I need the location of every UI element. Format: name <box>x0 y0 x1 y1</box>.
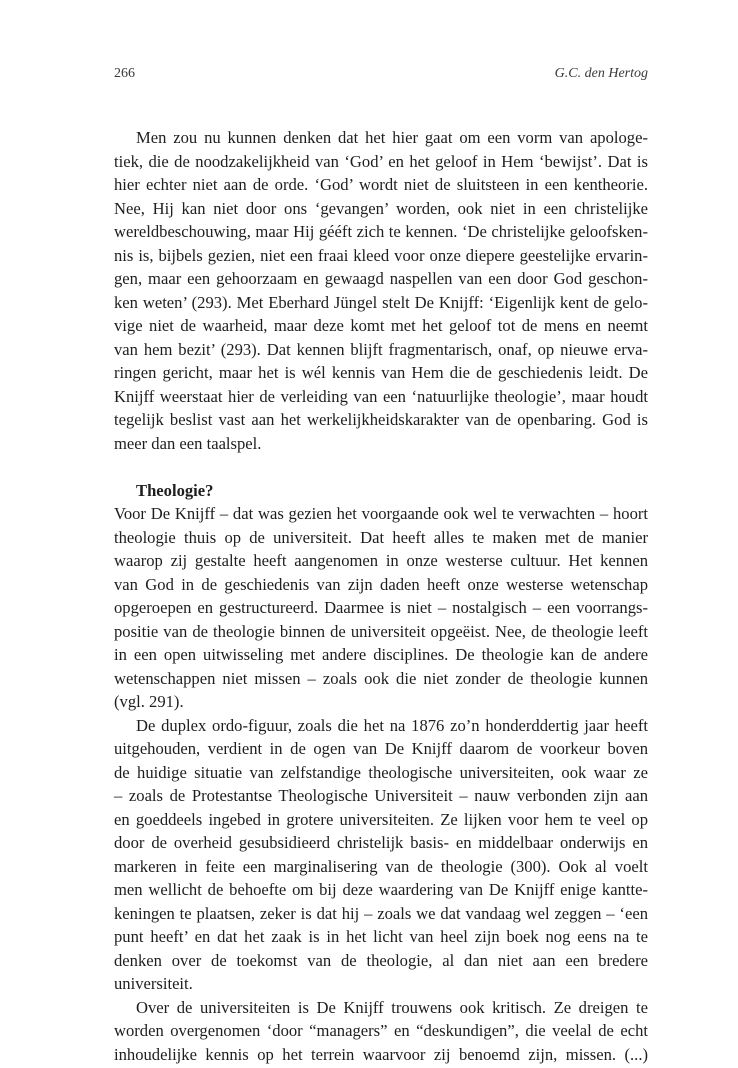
paragraph-3 <box>114 714 648 996</box>
text-line: ringen gericht, maar het is wél kennis van Hem die de geschiedenis leidt. De <box>114 363 648 382</box>
text-line: meer dan een taalspel. <box>114 433 262 453</box>
page-number: 266 <box>114 66 135 81</box>
text-line: theologie thuis op de universiteit. Dat heeft alles te maken met de manier <box>114 527 648 547</box>
text-line: – zoals de Protestantse Theologische Universiteit – nauw verbonden zijn aan <box>114 786 648 805</box>
text-line: (vgl. 291). <box>114 692 184 711</box>
text-line: universiteit. <box>114 974 193 993</box>
section-heading: Theologie? <box>136 480 214 500</box>
text-line: Knijff weerstaat hier de verleiding van een ‘natuurlijke theologie’, maar houdt <box>114 386 648 406</box>
text-line: Men zou nu kunnen denken dat het hier gaat om een vorm van apologe- <box>136 128 648 147</box>
paragraph-1 <box>114 126 648 455</box>
text-line: keningen te plaatsen, zeker is dat hij – zoals we dat vandaag wel zeggen – ‘een <box>114 903 648 923</box>
text-line: markeren in feite een marginalisering van de theologie (300). Ook al voelt <box>114 856 648 876</box>
paragraph-gap <box>114 455 648 479</box>
text-line: en goeddeels ingebed in grotere universiteiten. Ze lijken voor hem te veel op <box>114 809 648 829</box>
text-line: inhoudelijke kennis op het terrein waarvoor zij benoemd zijn, missen. (...) <box>114 1044 648 1064</box>
text-line: gen, maar een gehoorzaam en gewaagd naspellen van een door God geschon- <box>114 269 648 288</box>
text-line: wetenschappen niet missen – zoals ook die niet zonder de theologie kunnen <box>114 668 648 688</box>
text-line: men wellicht de behoefte om bij deze waardering van De Knijff enige kantte- <box>114 880 648 899</box>
text-line: De duplex ordo-figuur, zoals die het na 1876 zo’n honderddertig jaar heeft <box>136 715 648 735</box>
text-line: hier echter niet aan de orde. ‘God’ wordt niet de sluitsteen in een kentheorie. <box>114 175 648 194</box>
text-line: Voor De Knijff – dat was gezien het voorgaande ook wel te verwachten – hoort <box>114 504 648 523</box>
text-line: opgeroepen en gestructureerd. Daarmee is niet – nostalgisch – een voorrangs- <box>114 598 648 617</box>
text-line: tegelijk beslist vast aan het werkelijkheidskarakter van de openbaring. God is <box>114 410 648 429</box>
text-line: punt heeft’ en dat het zaak is in het licht van heel zijn boek nog eens na te <box>114 927 648 946</box>
text-line: positie van de theologie binnen de universiteit opgeëist. Nee, de theologie leeft <box>114 621 648 641</box>
text-line: van hem bezit’ (293). Dat kennen blijft fragmentarisch, onaf, op nieuwe erva- <box>114 339 648 359</box>
text-line: denken over de toekomst van de theologie, al dan niet aan een bredere <box>114 950 648 970</box>
text-line: nis is, bijbels gezien, niet een fraai kleed voor onze diepere geestelijke ervarin- <box>114 245 648 265</box>
text-line: Over de universiteiten is De Knijff trouwens ook kritisch. Ze dreigen te <box>136 997 648 1017</box>
text-line: worden overgenomen ‘door “managers” en “deskundigen”, die veelal de echt <box>114 1021 648 1040</box>
text-line: ken weten’ (293). Met Eberhard Jüngel stelt De Knijff: ‘Eigenlijk kent de gelo- <box>114 292 648 312</box>
body-text <box>114 126 648 1066</box>
paragraph-4 <box>114 996 648 1067</box>
text-line: Nee, Hij kan niet door ons ‘gevangen’ worden, ook niet in een christelijke <box>114 198 648 218</box>
text-line: in een open uitwisseling met andere disciplines. De theologie kan de andere <box>114 645 648 664</box>
text-line: door de overheid gesubsidieerd christelijk basis- en middelbaar onderwijs en <box>114 833 648 852</box>
text-line: uitgehouden, verdient in de ogen van De Knijff daarom de voorkeur boven <box>114 739 648 758</box>
running-title: G.C. den Hertog <box>554 66 648 81</box>
text-line: wereldbeschouwing, maar Hij gééft zich te kennen. ‘De christelijke geloofsken- <box>114 222 648 241</box>
text-line: tiek, die de noodzakelijkheid van ‘God’ en het geloof in Hem ‘bewijst’. Dat is <box>114 151 648 171</box>
text-line: waarop zij gestalte heeft aangenomen in onze westerse cultuur. Het kennen <box>114 551 648 570</box>
text-line: de huidige situatie van zelfstandige theologische universiteiten, ook waar ze <box>114 762 648 782</box>
paragraph-2 <box>114 502 648 714</box>
text-line: vige niet de waarheid, maar deze komt met het geloof tot de mens en neemt <box>114 316 648 335</box>
text-line: van God in de geschiedenis van zijn daden heeft onze westerse wetenschap <box>114 574 648 594</box>
